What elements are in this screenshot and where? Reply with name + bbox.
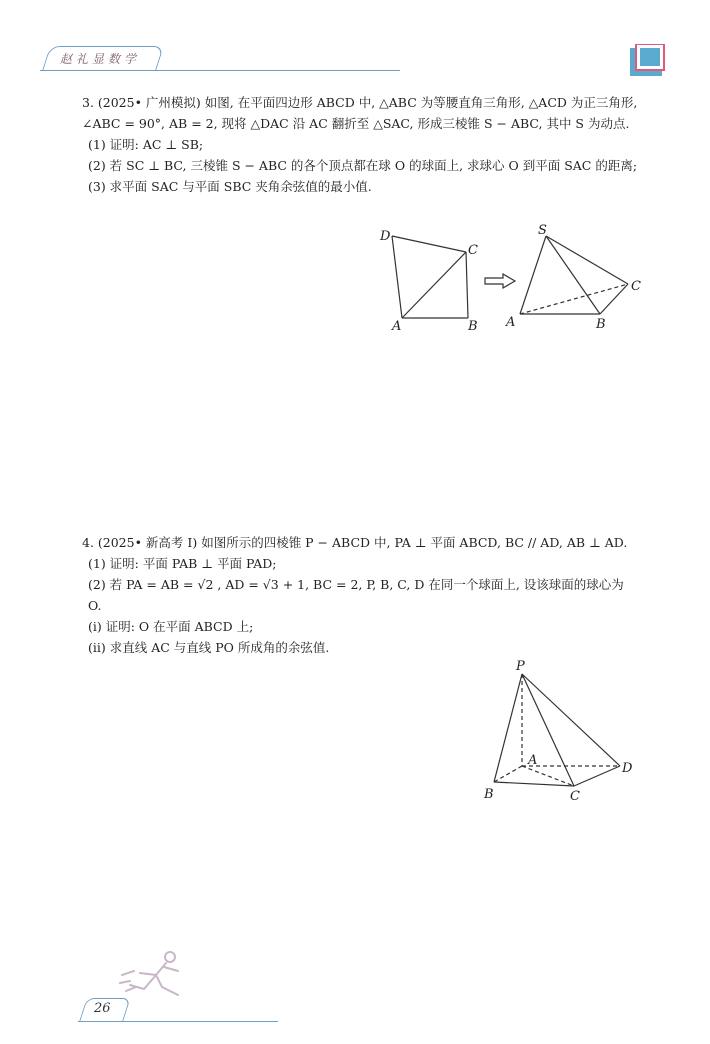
- q4-part-ii: (ii) 求直线 AC 与直线 PO 所成角的余弦值.: [88, 640, 330, 655]
- q3-line1: 3. (2025• 广州模拟) 如图, 在平面四边形 ABCD 中, △ABC 为等腰直角三角形, △ACD 为正三角形,: [82, 95, 638, 110]
- q3-line2: ∠ABC = 90°, AB = 2, 现将 △DAC 沿 AC 翻折至 △SAC, 形成三棱锥 S − ABC, 其中 S 为动点.: [82, 116, 630, 131]
- question-4: [82, 532, 682, 658]
- label-P: P: [516, 659, 525, 674]
- label-B: B: [596, 317, 606, 332]
- q4-figure-pyramid: [478, 656, 648, 806]
- q3-part3: (3) 求平面 SAC 与平面 SBC 夹角余弦值的最小值.: [88, 179, 372, 194]
- q4-part-i: (i) 证明: O 在平面 ABCD 上;: [88, 619, 254, 634]
- label-C: C: [468, 243, 478, 258]
- label-A: A: [528, 753, 538, 768]
- q4-line1: 4. (2025• 新高考 Ⅰ) 如图所示的四棱锥 P − ABCD 中, PA ⊥ 平面 ABCD, BC // AD, AB ⊥ AD.: [82, 535, 628, 550]
- label-B: B: [468, 319, 478, 334]
- label-D: D: [622, 761, 633, 776]
- label-D: D: [380, 229, 391, 244]
- label-A: A: [392, 319, 402, 334]
- label-C: C: [570, 789, 580, 804]
- runner-watermark-icon: [118, 945, 198, 1005]
- label-C: C: [631, 279, 641, 294]
- q4-part1: (1) 证明: 平面 PAB ⊥ 平面 PAD;: [88, 556, 277, 571]
- q3-figure-tetrahedron: [500, 222, 650, 334]
- q3-figure-quadrilateral: [378, 222, 490, 334]
- book-corner-icon: [630, 44, 666, 78]
- q4-part2b: O.: [88, 598, 102, 613]
- label-S: S: [538, 223, 547, 238]
- footer-rule: [78, 1021, 278, 1022]
- page-number: 26: [94, 1001, 111, 1016]
- label-A: A: [506, 315, 516, 330]
- label-B: B: [484, 787, 494, 802]
- question-3: [82, 92, 682, 197]
- q4-part2a: (2) 若 PA = AB = √2 , AD = √3 + 1, BC = 2, P, B, C, D 在同一个球面上, 设该球面的球心为: [88, 577, 624, 592]
- q3-part1: (1) 证明: AC ⊥ SB;: [88, 137, 204, 152]
- q3-part2: (2) 若 SC ⊥ BC, 三棱锥 S − ABC 的各个顶点都在球 O 的球面上, 求球心 O 到平面 SAC 的距离;: [88, 158, 638, 173]
- header-title: 赵礼显数学: [60, 52, 141, 66]
- header-rule: [40, 70, 400, 71]
